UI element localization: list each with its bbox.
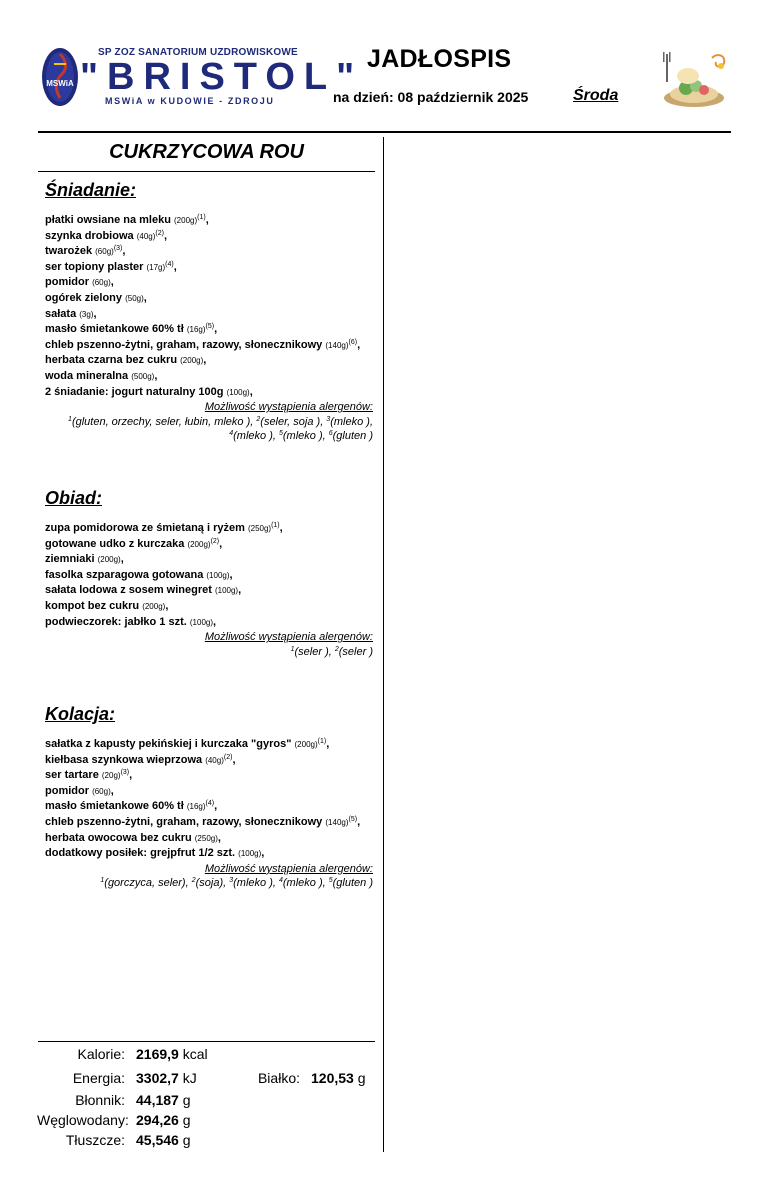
tluszcze-label: Tłuszcze:	[65, 1132, 125, 1148]
meal-item: ogórek zielony (50g),	[45, 291, 147, 304]
allergen-ref: (3)	[113, 245, 123, 253]
allergen-number: 2	[334, 645, 339, 653]
meal-item-name: twarożek	[45, 245, 93, 258]
weglowodany-value: 294,26 g	[136, 1112, 191, 1128]
blonnik-value: 44,187 g	[136, 1092, 191, 1108]
meal-item: woda mineralna (500g),	[45, 369, 158, 382]
allergen-ref: (5)	[348, 815, 358, 823]
meal-item-portion: (17g)	[146, 262, 166, 272]
meal-item: gotowane udko z kurczaka $(200g)^{(2)}$,	[45, 537, 223, 550]
meal-item-portion: (500g)	[131, 371, 155, 381]
logo-top-text: SP ZOZ SANATORIUM UZDROWISKOWE	[98, 47, 298, 58]
allergen-number: 4	[229, 430, 234, 438]
meal-item-portion: (60g)	[92, 786, 111, 796]
meal-item-name: 2 śniadanie: jogurt naturalny 100g	[45, 385, 224, 398]
menu-date: na dzień: 08 październik 2025	[333, 89, 529, 105]
allergens-title: Możliwość wystąpienia alergenów:	[204, 401, 373, 414]
allergen-text: (seler, soja ),	[260, 415, 327, 428]
meal-item-name: szynka drobiowa	[45, 229, 137, 242]
meal-item-name: sałatka z kapusty pekińskiej i kurczaka "gyros"	[45, 738, 292, 750]
meal-item-name: ser tartare	[45, 769, 99, 782]
nutrition-divider	[38, 1041, 375, 1042]
meal-item: sałata lodowa z sosem winegret (100g),	[45, 584, 242, 597]
meal-item: szynka drobiowa $(40g)^{(2)}$,	[45, 229, 168, 242]
meal-items	[45, 213, 373, 400]
meal-item: dodatkowy posiłek: grejpfrut 1/2 szt. (100g),	[45, 847, 265, 860]
meal-item: sałatka z kapusty pekińskiej i kurczaka "gyros" $(200g)^{(1)}$,	[45, 738, 330, 750]
meal-item-portion: (140g)	[325, 817, 349, 827]
meal-item: masło śmietankowe 60% tł $(16g)^{(4)}$,	[45, 800, 218, 813]
meal-item-portion: (200g)	[97, 555, 121, 565]
meal-item-name: masło śmietankowe 60% tł	[45, 800, 184, 813]
allergens-list	[45, 876, 373, 891]
energia-label: Energia:	[72, 1070, 125, 1086]
allergen-number: 6	[328, 430, 333, 438]
allergens-note	[45, 630, 373, 659]
meal-item-name: chleb pszenno-żytni, graham, razowy, słonecznikowy	[45, 815, 323, 828]
allergen-number: 1	[290, 645, 295, 653]
allergen-text: (mleko ),	[233, 430, 279, 443]
tluszcze-value: 45,546 g	[136, 1132, 191, 1148]
allergen-number: 4	[278, 877, 283, 885]
meal-item-portion: (20g)	[101, 771, 121, 781]
allergen-number: 2	[191, 877, 196, 885]
kalorie-value: 2169,9 kcal	[136, 1046, 208, 1062]
meal-item: pomidor (60g),	[45, 784, 114, 797]
meal-item-name: podwieczorek: jabłko 1 szt.	[45, 615, 187, 628]
allergen-ref: (1)	[197, 214, 206, 221]
meal-item: ziemniaki (200g),	[45, 553, 124, 566]
logo-bottom-text: MSWiA w KUDOWIE - ZDROJU	[105, 96, 275, 106]
emblem-label: MSWiA	[46, 79, 74, 88]
allergens-title: Możliwość wystąpienia alergenów:	[204, 862, 373, 875]
meal-item-name: masło śmietankowe 60% tł	[45, 323, 184, 336]
allergen-number: 5	[278, 430, 283, 438]
logo-name: "BRISTOL"	[80, 56, 364, 98]
meal-item-portion: (40g)	[136, 231, 156, 241]
meal-item: pomidor (60g),	[45, 276, 114, 289]
allergen-text: (seler ),	[294, 645, 335, 658]
meal-item-portion: (100g)	[206, 570, 230, 580]
meal-item-name: fasolka szparagowa gotowana	[45, 568, 204, 581]
meal-item: ser tartare $(20g)^{(3)}$,	[45, 769, 133, 782]
allergen-number: 1	[68, 415, 72, 423]
bialko-label: Białko:	[257, 1070, 300, 1086]
bialko-value: 120,53 g	[311, 1070, 366, 1086]
allergen-text: (mleko ),	[330, 415, 373, 428]
allergen-text: (gluten, orzechy, seler, łubin, mleko ),	[71, 415, 257, 428]
meal-item-portion: (100g)	[189, 617, 214, 627]
meal-item-portion: (100g)	[214, 586, 239, 596]
allergen-text: (mleko ),	[233, 877, 279, 890]
meal-item-name: ziemniaki	[45, 553, 98, 566]
allergens-title: Możliwość wystąpienia alergenów:	[204, 631, 373, 644]
meal-item-name: pomidor	[45, 276, 89, 289]
allergen-number: 5	[328, 877, 333, 885]
allergen-number: 1	[100, 877, 105, 885]
meal-item-portion: (60g)	[92, 278, 111, 288]
meal-item-name: płatki owsiane na mleku	[45, 214, 171, 226]
meal-item: 2 śniadanie: jogurt naturalny 100g (100g),	[45, 385, 253, 398]
meal-item: sałata (3g),	[45, 307, 97, 320]
kalorie-label: Kalorie:	[77, 1046, 125, 1062]
blonnik-label: Błonnik:	[75, 1092, 125, 1108]
meal-items	[45, 521, 373, 630]
meal-item: masło śmietankowe 60% tł $(16g)^{(5)}$,	[45, 323, 218, 336]
meal-item-portion: (200g)	[187, 539, 211, 549]
meal-item-portion: (140g)	[325, 340, 349, 350]
meal-item-name: pomidor	[45, 784, 89, 797]
meal-item-portion: (200g)	[142, 601, 166, 611]
meal-item-portion: (250g)	[194, 833, 218, 843]
meal-item: kompot bez cukru (200g),	[45, 599, 169, 612]
meal-item-portion: (50g)	[125, 293, 144, 303]
document-title: JADŁOSPIS	[367, 45, 512, 73]
meal-item: podwieczorek: jabłko 1 szt. (100g),	[45, 615, 217, 628]
allergens-note	[45, 862, 373, 891]
meal-item-name: dodatkowy posiłek: grejpfrut 1/2 szt.	[45, 847, 236, 860]
allergen-text: (soja),	[195, 877, 230, 890]
allergen-number: 2	[256, 415, 261, 423]
meal-items	[45, 737, 373, 862]
meal-item-name: sałata lodowa z sosem winegret	[45, 584, 212, 597]
header-divider	[38, 131, 731, 133]
sanatorium-emblem-icon	[40, 46, 80, 108]
allergen-text: (gluten )	[332, 430, 373, 443]
allergen-text: (seler )	[338, 645, 373, 658]
meal-item-portion: (200g)	[180, 356, 204, 366]
allergen-text: (gluten )	[332, 877, 373, 890]
meal-item: twarożek $(60g)^{(3)}$,	[45, 245, 126, 258]
meal-item-portion: (200g)	[294, 740, 318, 749]
meal-heading: Śniadanie:	[45, 180, 137, 200]
allergen-text: (gorczyca, seler),	[104, 877, 192, 890]
meal-item: chleb pszenno-żytni, graham, razowy, słonecznikowy $(140g)^{(6)}$,	[45, 338, 361, 351]
allergen-number: 3	[229, 877, 234, 885]
meal-item-portion: (3g)	[79, 309, 94, 319]
meal-item-name: ser topiony plaster	[45, 260, 144, 273]
meal-item: kiełbasa szynkowa wieprzowa $(40g)^{(2)}$,	[45, 753, 236, 766]
meal-item: fasolka szparagowa gotowana (100g),	[45, 568, 233, 581]
allergens-note	[45, 400, 373, 444]
meal-item-portion: (250g)	[247, 524, 272, 533]
allergen-ref: (4)	[165, 260, 174, 268]
allergen-ref: (1)	[317, 738, 327, 745]
allergen-ref: (2)	[210, 537, 220, 545]
allergen-text: (mleko ),	[282, 430, 329, 443]
meal-item: ser topiony plaster $(17g)^{(4)}$,	[45, 260, 177, 273]
allergens-list	[45, 645, 373, 660]
meal-item: herbata owocowa bez cukru (250g),	[45, 831, 221, 844]
allergen-ref: (1)	[271, 522, 280, 529]
meal-item-portion: (16g)	[186, 802, 206, 812]
meal-section-breakfast	[45, 180, 373, 444]
meal-item-name: sałata	[45, 307, 77, 320]
food-plate-icon	[658, 48, 730, 114]
meal-item-portion: (100g)	[238, 849, 262, 859]
meal-item-portion: (40g)	[205, 755, 224, 765]
meal-item-name: zupa pomidorowa ze śmietaną i ryżem	[45, 522, 245, 534]
meal-item-name: herbata czarna bez cukru	[45, 354, 178, 367]
meal-item-name: kompot bez cukru	[45, 599, 140, 612]
menu-weekday: Środa	[573, 87, 619, 104]
meal-item-name: herbata owocowa bez cukru	[45, 831, 192, 844]
allergen-ref: (4)	[205, 800, 215, 808]
diet-title: CUKRZYCOWA ROU	[109, 141, 304, 163]
meal-item: płatki owsiane na mleku $(200g)^{(1)}$,	[45, 214, 209, 226]
meal-item-name: kiełbasa szynkowa wieprzowa	[45, 753, 203, 766]
allergen-text: (mleko ),	[282, 877, 329, 890]
allergens-list	[45, 415, 373, 444]
meal-item-portion: (60g)	[95, 247, 114, 257]
meal-item: zupa pomidorowa ze śmietaną i ryżem $(250g)^{(1)}$,	[45, 522, 283, 534]
meal-item-name: chleb pszenno-żytni, graham, razowy, słonecznikowy	[45, 338, 323, 351]
column-divider	[383, 137, 384, 1152]
allergen-ref: (2)	[223, 753, 233, 761]
energia-value: 3302,7 kJ	[136, 1070, 197, 1086]
meal-item-portion: (200g)	[174, 216, 198, 225]
meal-item-portion: (16g)	[186, 325, 206, 335]
meal-item-name: gotowane udko z kurczaka	[45, 537, 185, 550]
diet-title-underline	[38, 171, 375, 172]
meal-item: chleb pszenno-żytni, graham, razowy, słonecznikowy $(140g)^{(5)}$,	[45, 815, 361, 828]
meal-section-lunch	[45, 488, 373, 659]
allergen-ref: (5)	[205, 323, 215, 331]
meal-item-portion: (100g)	[226, 387, 250, 397]
meal-item-name: ogórek zielony	[45, 291, 123, 304]
meal-heading: Kolacja:	[45, 704, 116, 724]
allergen-number: 3	[326, 415, 331, 423]
meal-heading: Obiad:	[45, 488, 102, 508]
meal-item: herbata czarna bez cukru (200g),	[45, 354, 207, 367]
weglowodany-label: Węglowodany:	[37, 1112, 129, 1128]
allergen-ref: (2)	[155, 229, 164, 237]
meal-item-name: woda mineralna	[45, 369, 129, 382]
meal-section-supper	[45, 704, 373, 891]
allergen-ref: (3)	[120, 769, 130, 777]
allergen-ref: (6)	[348, 338, 358, 346]
